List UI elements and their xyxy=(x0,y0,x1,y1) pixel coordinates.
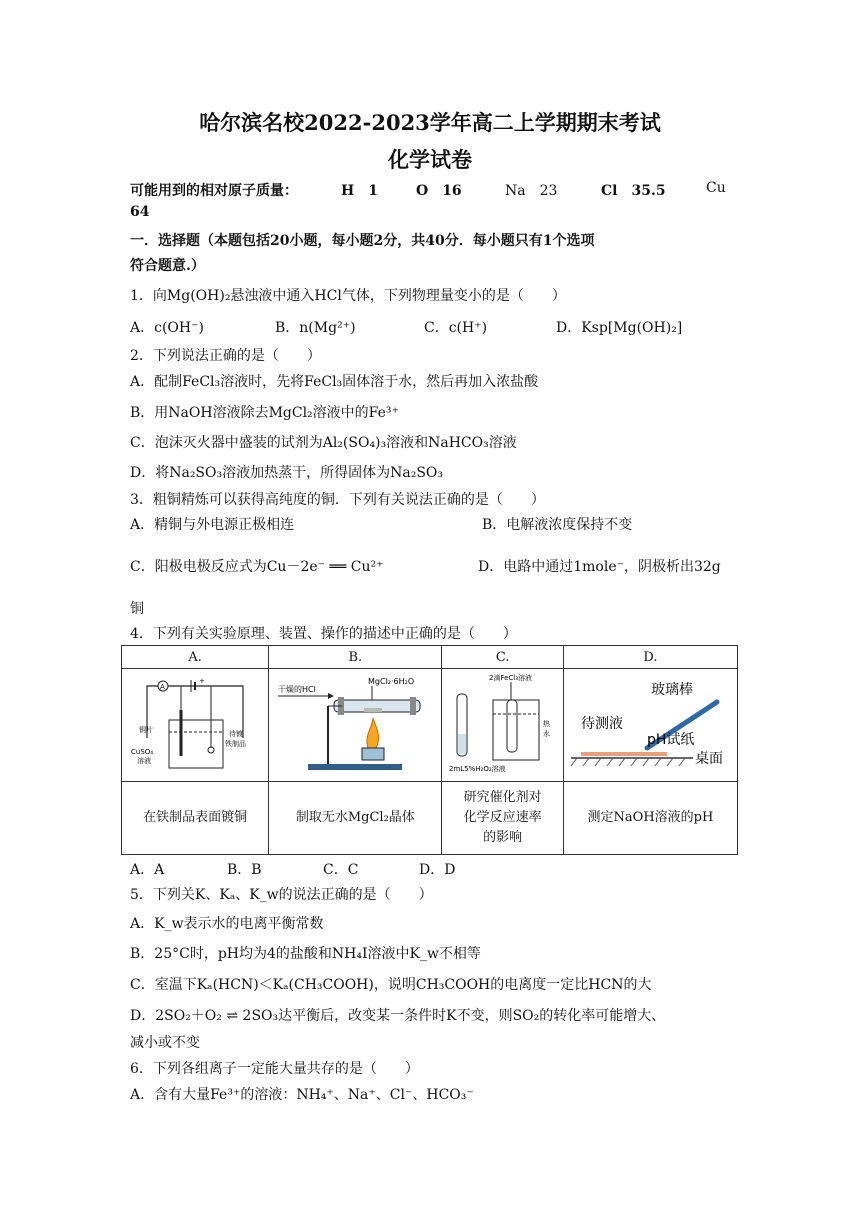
q2-option-c: C．泡沫灭火器中盛装的试剂为Al₂(SO₄)₃溶液和NaHCO₃溶液 xyxy=(130,435,517,451)
q5-option-a: A．K_w表示水的电离平衡常数 xyxy=(130,916,324,932)
fig-a-item: 待镀 xyxy=(229,730,244,738)
fig-c-hot2: 水 xyxy=(542,730,550,738)
q1-option-a: A．c(OH⁻) xyxy=(130,320,204,336)
q2-option-d: D．将Na₂SO₃溶液加热蒸干，所得固体为Na₂SO₃ xyxy=(130,465,444,481)
q4-option-c: C．C xyxy=(323,862,359,878)
mass-cu-value: 64 xyxy=(130,204,150,220)
q4-figure-d xyxy=(563,669,737,782)
exam-title: 哈尔滨名校2022-2023学年高二上学期期末考试 xyxy=(199,110,661,135)
svg-text:+: + xyxy=(199,677,205,685)
fig-d-paper-label: pH试纸 xyxy=(647,732,695,748)
fig-d-desk-label: 桌面 xyxy=(695,751,724,767)
fig-a-copper-label: 铜片 xyxy=(139,726,154,734)
fig-a-sol1: CuSO₄ xyxy=(131,748,154,756)
fig-c-hot1: 热 xyxy=(542,720,550,728)
mass-cl: Cl 35.5 xyxy=(601,183,666,199)
q4-stem: 4．下列有关实验原理、装置、操作的描述中正确的是（ ） xyxy=(130,626,517,642)
q4-caption-c: 研究催化剂对 化学反应速率 的影响 xyxy=(442,782,563,855)
q6-option-a: A．含有大量Fe³⁺的溶液：NH₄⁺、Na⁺、Cl⁻、HCO₃⁻ xyxy=(130,1087,474,1103)
fig-b-salt-label: MgCl₂·6H₂O xyxy=(368,677,415,686)
mass-h: H 1 xyxy=(341,183,378,199)
q5-option-d: D．2SO₂＋O₂ ⇌ 2SO₃达平衡后，改变某一条件时K不变，则SO₂的转化率可能增大、 xyxy=(130,1008,666,1024)
section-heading-cont: 符合题意.） xyxy=(130,258,205,274)
q4-option-d: D．D xyxy=(419,862,456,878)
mass-cu: Cu xyxy=(706,180,726,196)
q1-option-b: B．n(Mg²⁺) xyxy=(275,320,356,336)
q3-option-b: B．电解液浓度保持不变 xyxy=(482,517,633,533)
fig-c-peroxide-label: 2mL5%H₂O₂溶液 xyxy=(448,765,506,773)
ph-paper-apparatus xyxy=(567,670,733,776)
q3-option-d: D．电路中通过1mole⁻，阴极析出32g xyxy=(478,559,721,575)
fig-b-gas-label: 干燥的HCl xyxy=(278,685,317,694)
q4-header-b: B. xyxy=(269,646,442,669)
atomic-masses-label: 可能用到的相对原子质量： xyxy=(130,183,298,199)
q3-stem: 3．粗铜精炼可以获得高纯度的铜．下列有关说法正确的是（ ） xyxy=(130,492,545,508)
q4-caption-a: 在铁制品表面镀铜 xyxy=(122,782,269,855)
q5-option-b: B．25°C时，pH均为4的盐酸和NH₄I溶液中K_w不相等 xyxy=(130,946,481,962)
q2-stem: 2．下列说法正确的是（ ） xyxy=(130,348,321,364)
q4-figure-a xyxy=(122,669,269,782)
q1-option-d: D．Ksp[Mg(OH)₂] xyxy=(556,320,683,336)
q4-option-b: B．B xyxy=(227,862,262,878)
q3-option-c: C．阳极电极反应式为Cu－2e⁻ ══ Cu²⁺ xyxy=(130,559,384,575)
fig-a-sol2: 溶液 xyxy=(137,757,152,765)
fig-a-item2: 铁制品 xyxy=(225,740,247,748)
q3-option-d-cont: 铜 xyxy=(130,601,144,617)
heating-tube-apparatus xyxy=(272,670,438,776)
electroplating-apparatus xyxy=(125,670,265,776)
fig-d-liquid-label: 待测液 xyxy=(581,716,624,732)
fig-d-rod-label: 玻璃棒 xyxy=(651,682,694,698)
q5-option-c: C．室温下Kₐ(HCN)＜Kₐ(CH₃COOH)，说明CH₃COOH的电离度一定比HCN的大 xyxy=(130,977,652,993)
q4-header-c: C. xyxy=(442,646,563,669)
svg-text:A: A xyxy=(160,683,165,691)
q4-figure-b xyxy=(269,669,442,782)
q5-option-d-cont: 减小或不变 xyxy=(130,1035,200,1051)
q4-table xyxy=(121,645,738,855)
q2-option-a: A．配制FeCl₃溶液时，先将FeCl₃固体溶于水，然后再加入浓盐酸 xyxy=(130,374,539,390)
q5-stem: 5．下列关K、Kₐ、K_w的说法正确的是（ ） xyxy=(130,887,433,903)
q1-stem: 1．向Mg(OH)₂悬浊液中通入HCl气体，下列物理量变小的是（ ） xyxy=(130,288,566,304)
fig-c-drops-label: 2滴FeCl₃溶液 xyxy=(488,674,532,682)
exam-subtitle: 化学试卷 xyxy=(388,147,472,172)
q4-caption-d: 测定NaOH溶液的pH xyxy=(563,782,737,855)
q6-stem: 6．下列各组离子一定能大量共存的是（ ） xyxy=(130,1061,419,1077)
mass-o: O 16 xyxy=(416,183,462,199)
section-heading: 一．选择题（本题包括20小题，每小题2分，共40分．每小题只有1个选项 xyxy=(130,233,595,249)
q4-figure-c xyxy=(442,669,563,782)
mass-na: Na 23 xyxy=(505,183,558,199)
q4-option-a: A．A xyxy=(130,862,165,878)
catalyst-apparatus xyxy=(445,670,561,776)
q3-option-a: A．精铜与外电源正极相连 xyxy=(130,517,295,533)
q4-header-a: A. xyxy=(122,646,269,669)
q1-option-c: C．c(H⁺) xyxy=(424,320,488,336)
q4-caption-b: 制取无水MgCl₂晶体 xyxy=(269,782,442,855)
q4-header-d: D. xyxy=(563,646,737,669)
q2-option-b: B．用NaOH溶液除去MgCl₂溶液中的Fe³⁺ xyxy=(130,405,399,421)
